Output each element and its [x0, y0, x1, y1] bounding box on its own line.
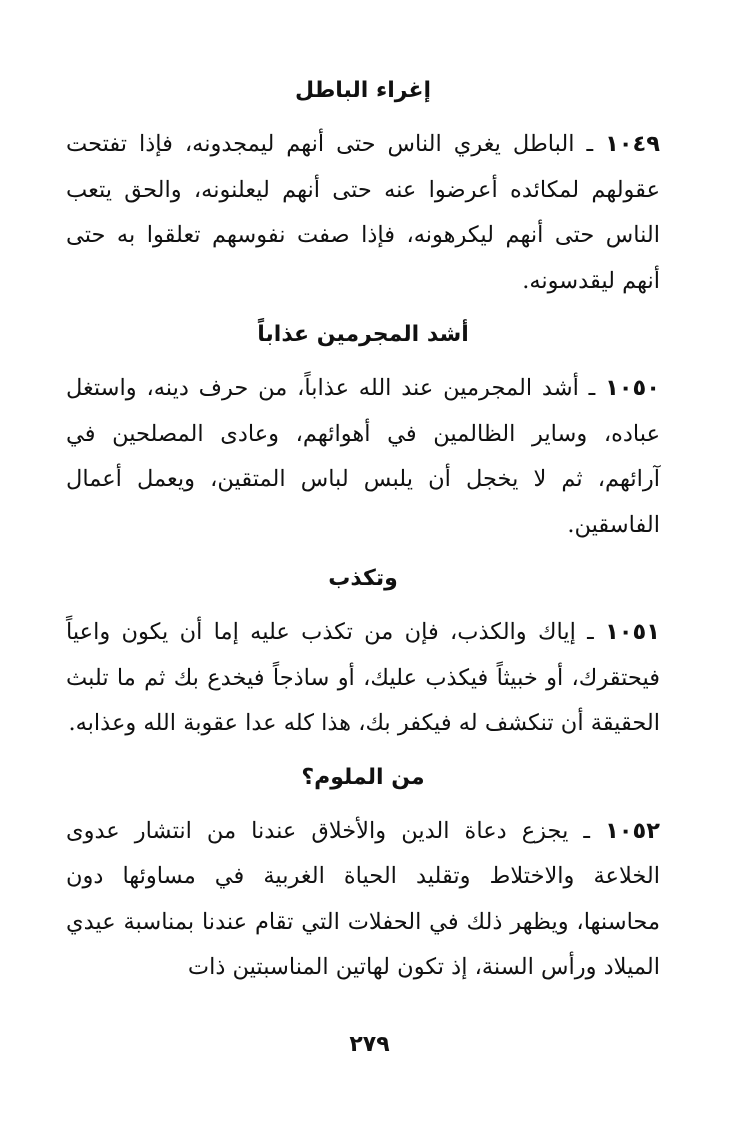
- paragraph-1050: [66, 366, 660, 548]
- paragraph-text: ـ الباطل يغري الناس حتى أنهم ليمجدونه، فإذا تفتحت عقولهم لمكائده أعرضوا عنه حتى أنهم ليعلنونه، والحق يتعب الناس حتى أنهم ليكرهونه، فإذا صفت نفوسهم تعلقوا به حتى أنهم ليقدسونه.: [66, 131, 660, 294]
- page-number: ٢٧٩: [349, 1032, 390, 1057]
- paragraph-number: ١٠٤٩: [605, 131, 660, 157]
- paragraph-text: ـ إياك والكذب، فإن من تكذب عليه إما أن يكون واعياً فيحتقرك، أو خبيثاً فيكذب عليك، أو ساذجاً فيخدع بك ثم ما تلبث الحقيقة أن تنكشف له فيكفر بك، هذا كله عدا عقوبة الله وعذابه.: [66, 619, 660, 736]
- section-heading-2: أشد المجرمين عذاباً: [257, 322, 469, 347]
- section-heading-1: إغراء الباطل: [294, 78, 432, 103]
- paragraph-1052: [66, 809, 660, 991]
- paragraph-number: ١٠٥٠: [605, 375, 660, 401]
- paragraph-1049: [66, 122, 660, 304]
- paragraph-number: ١٠٥١: [605, 619, 660, 645]
- section-heading-4: من الملوم؟: [301, 764, 425, 790]
- paragraph-text: ـ أشد المجرمين عند الله عذاباً، من حرف دينه، واستغل عباده، وساير الظالمين في أهوائهم، وعادى المصلحين في آرائهم، ثم لا يخجل أن يلبس لباس المتقين، ويعمل أعمال الفاسقين.: [66, 375, 660, 538]
- paragraph-number: ١٠٥٢: [605, 817, 661, 844]
- paragraph-1051: [66, 610, 660, 747]
- section-heading-3: وتكذب: [328, 566, 398, 591]
- page-body: [66, 68, 660, 999]
- paragraph-text: ـ يجزع دعاة الدين والأخلاق عندنا من انتشار عدوى الخلاعة والاختلاط وتقليد الحياة الغربية في مساوئها دون محاسنها، ويظهر ذلك في الحفلات التي تقام عندنا بمناسبة عيدي الميلاد ورأس السنة، إذ تكون لهاتين المناسبتين ذات: [66, 817, 660, 980]
